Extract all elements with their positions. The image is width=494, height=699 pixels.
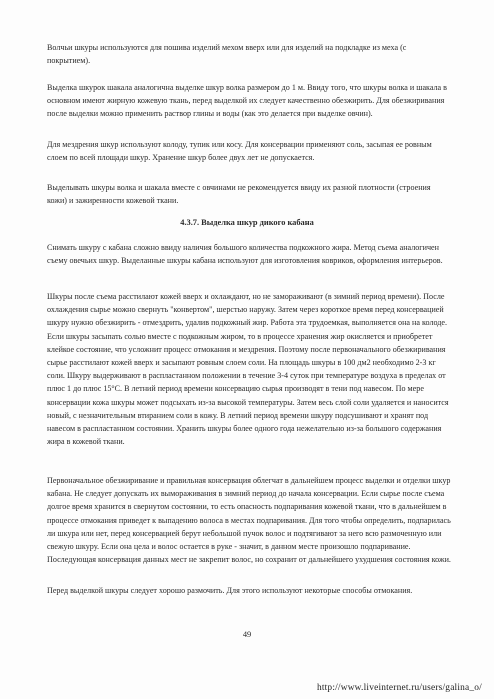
section-heading: 4.3.7. Выделка шкур дикого кабана	[180, 218, 314, 227]
paragraph-wolf-jackal-note: Выделывать шкуры волка и шакала вместе с овчинами не рекомендуется ввиду их разной плотности (строения кожи) и зажиренности кожевой ткани.	[47, 183, 431, 206]
paragraph-wolf-usage: Волчьи шкуры используются для пошива изделий мехом вверх или для изделий на подкладке из меха (с покрытием).	[47, 43, 407, 66]
footer-url[interactable]: http://www.liveinternet.ru/users/galina_o/	[316, 683, 482, 693]
paragraph-boar-preservation: Шкуры после съема расстилают кожей вверх и охлаждают, но не замораживают (в зимний период времени). После охлаждения сырье можно свернуть "конвертом", шерстью наружу. Затем через короткое время перед консервацией шкуру нужно обезжирить - отмездрить, удалив подкожный жир. Работа эта трудоемкая, выполняется она на колоде. Если шкуры засыпать солью вместе с подкожным жиром, то в процессе хранения жир окисляется и приобретет клейкое состояние, что усложнит процесс отмокания и мездрения. Поэтому после первоначального обезжиривания сырье расстилают кожей вверх и засыпают ровным слоем соли. На площадь шкуры в 100 дм2 необходимо 2-3 кг соли. Шкуру выдерживают в распластанном положении в течение 3-4 суток при температуре воздуха в пределах от плюс 1 до плюс 15°С. В летний период времени консервацию сырья производят в тени под навесом. По мере консервации кожа шкуры может подсыхать из-за высокой температуры. Затем весь слой соли удаляется и наносится новый, с незначительным втиранием соли в кожу. В летний период времени шкуру подсушивают и хранят под навесом в распластанном состоянии. Хранить шкуры более одного года нежелательно из-за большого содержания жира в кожевой ткани.	[47, 292, 449, 447]
paragraph-boar-degreasing: Первоначальное обезжиривание и правильная консервация облегчат в дальнейшем процесс выделки и отделки шкур кабана. Не следует допускать их вымораживания в зимний период до начала консервации. Если сырье после съема долгое время хранится в свернутом состоянии, то есть опасность подпаривания кожевой ткани, что в дальнейшем в процессе отмокания приведет к выпадению волоса в местах подпаривания. Для того чтобы определить, подпарилась ли шкура или нет, перед консервацией берут небольшой пучок волос и подтягивают за него всю размоченную или свежую шкуру. Если она цела и волос остается в руке - значит, в данном месте произошло подпаривание. Последующая консервация данных мест не закрепит волос, но сохранит от дальнейшего ухудшения состояния кожи.	[47, 476, 451, 565]
paragraph-soaking: Перед выделкой шкуры следует хорошо размочить. Для этого используют некоторые способы отмокания.	[47, 586, 413, 595]
paragraph-jackal-dressing: Выделка шкурок шакала аналогична выделке шкур волка размером до 1 м. Ввиду того, что шкуры волка и шакала в основном имеют жирную кожевую ткань, перед выделкой их следует качественно обезжирить. Для обезжиривания после выделки можно применить раствор глины и воды (как это делается при выделке овчин).	[47, 83, 447, 119]
paragraph-boar-skinning: Снимать шкуру с кабана сложно ввиду наличия большого количества подкожного жира. Метод съема аналогичен съему овечьих шкур. Выделанные шкуры кабана используют для изготовления ковриков, оформления интерьеров.	[47, 243, 443, 266]
page-number: 49	[242, 630, 252, 639]
paragraph-fleshing-tools: Для мездрения шкур используют колоду, тупик или косу. Для консервации применяют соль, засыпая ее ровным слоем по всей площади шкур. Хранение шкур более двух лет не допускается.	[47, 140, 432, 163]
